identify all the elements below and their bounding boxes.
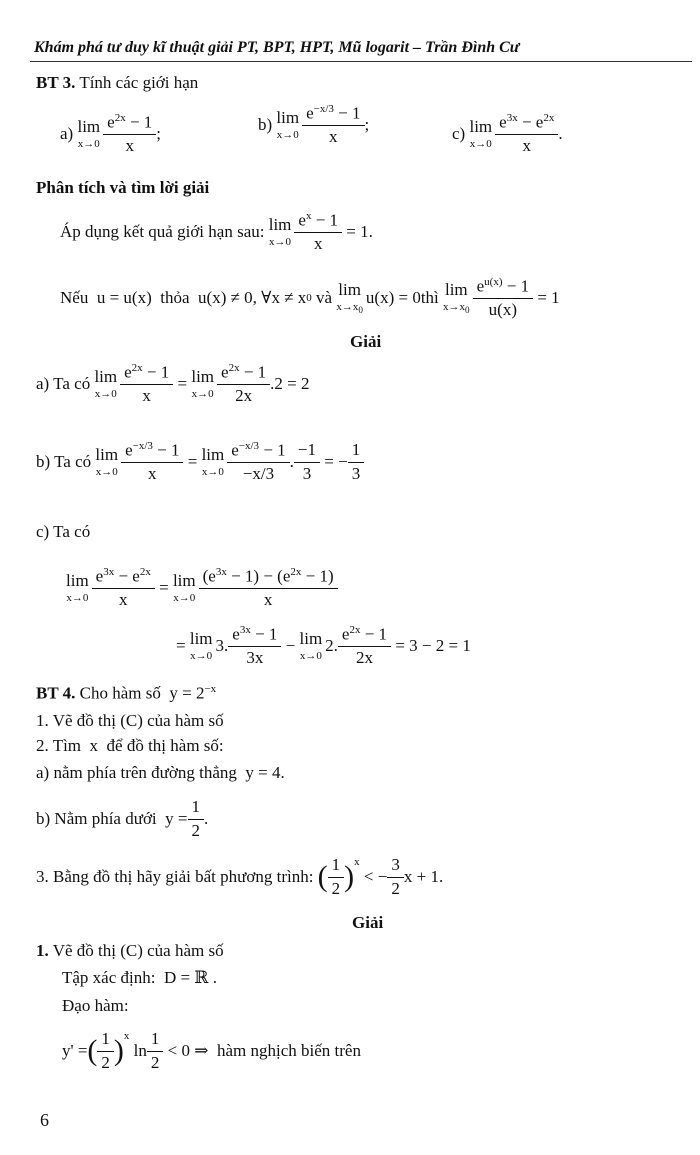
analysis-line2-mid: thỏa <box>160 288 190 308</box>
bt4-itemb: b) Nằm phía dưới y = 1 2 . <box>36 797 209 840</box>
solution4-step1-num: 1. <box>36 941 49 960</box>
label-c: c) <box>452 124 466 144</box>
bt4-heading: BT 4. Cho hàm số $y = 2^{-x}$ <box>36 683 217 703</box>
bt3-part-c: c) lim x→0 $e^{3x} - e^{2x}$ x . <box>452 112 563 156</box>
bt3-part-b: b) lim x→0 $e^{-x/3} - 1$ x ; <box>258 103 370 147</box>
analysis-line2-and: và <box>316 288 333 308</box>
bt3-label: BT 3. <box>36 73 76 92</box>
bt4-label: BT 4. <box>36 683 76 703</box>
solution-c-line2: = lim x→0 3. $e^{3x} - 1$ 3x − lim x→0 2. $e^{2x} - 1$ 2x = 3 − 2 = 1 <box>176 624 471 668</box>
bt4-item3: 3. Bằng đồ thị hãy giải bất phương trình: ( 1 2 ) $^x$ < − 3 2 x + 1. <box>36 855 444 898</box>
solution-c-label: c) Ta có <box>36 522 91 541</box>
solution4-step1-text: Vẽ đồ thị (C) của hàm số <box>52 941 224 960</box>
solution4-step1 <box>36 941 224 961</box>
solution-b-label: b) Ta có <box>36 452 92 472</box>
analysis-line2: Nếu u = u(x) thỏa u(x) ≠ 0, ∀x ≠ x 0 và lim $x\to x_0$ u(x) = 0 thì lim $x\to x_0$ $e^{u(x)} - 1$ u(x) = 1 <box>60 276 560 320</box>
running-header: Khám phá tư duy kĩ thuật giải PT, BPT, HPT, Mũ logarit – Trần Đình Cư <box>34 39 520 56</box>
solution-a: a) Ta có lim x→0 $e^{2x} - 1$ x = lim x→0 $e^{2x} - 1$ 2x .2 = 2 <box>36 362 310 406</box>
page-number: 6 <box>40 1110 49 1130</box>
solution-c-line1: lim x→0 $e^{3x} - e^{2x}$ x = lim x→0 $(e^{3x} - 1) - (e^{2x} - 1)$ x <box>66 566 338 610</box>
analysis-line1-text: Áp dụng kết quả giới hạn sau: <box>60 222 265 242</box>
label-b: b) <box>258 115 273 135</box>
bt4-item2-text: 2. Tìm <box>36 736 82 755</box>
solution4-domain: Tập xác định: D = ℝ . <box>62 968 217 987</box>
bt4-item3-text: 3. Bằng đồ thị hãy giải bất phương trình: <box>36 867 314 887</box>
solution4-title: Giải <box>352 913 384 932</box>
header-rule <box>30 61 692 62</box>
analysis-line1: Áp dụng kết quả giới hạn sau: lim x→0 $e^x - 1$ x = 1. <box>60 210 373 254</box>
analysis-title: Phân tích và tìm lời giải <box>36 178 210 197</box>
analysis-line2-start: Nếu <box>60 288 89 308</box>
solution4-domain-text: Tập xác định: <box>62 968 156 987</box>
solution-a-label: a) Ta có <box>36 374 91 394</box>
bt3-part-a: a) lim x→0 $e^{2x} - 1$ x ; <box>60 112 162 156</box>
label-a: a) <box>60 124 74 144</box>
bt4-itema-text: a) nằm phía trên đường thẳng <box>36 763 237 782</box>
bt3-text: Tính các giới hạn <box>79 73 199 92</box>
bt4-itemb-text: b) Nằm phía dưới <box>36 809 157 829</box>
solution-b: b) Ta có lim x→0 $e^{-x/3} - 1$ x = lim x→0 $e^{-x/3} - 1$ −x/3 . −1 3 = − 1 3 <box>36 440 364 484</box>
bt4-item2: 2. Tìm x để đồ thị hàm số: <box>36 736 224 755</box>
bt4-itema: a) nằm phía trên đường thẳng y = 4. <box>36 763 285 782</box>
solution3-title: Giải <box>350 332 382 351</box>
analysis-line2-then: thì <box>420 288 439 308</box>
bt4-text: Cho hàm số <box>79 683 161 703</box>
solution4-deriv-tail: hàm nghịch biến trên <box>216 1041 361 1061</box>
solution4-derivative: y' = ( 1 2 ) $^x$ ln 1 2 < 0 ⇒ hàm nghịch biến trên <box>62 1029 361 1072</box>
solution4-deriv-label: Đạo hàm: <box>62 996 129 1015</box>
bt4-item2b-text: để đồ thị hàm số: <box>106 736 224 755</box>
bt4-item1: 1. Vẽ đồ thị (C) của hàm số <box>36 711 224 730</box>
bt3-heading <box>36 73 198 93</box>
